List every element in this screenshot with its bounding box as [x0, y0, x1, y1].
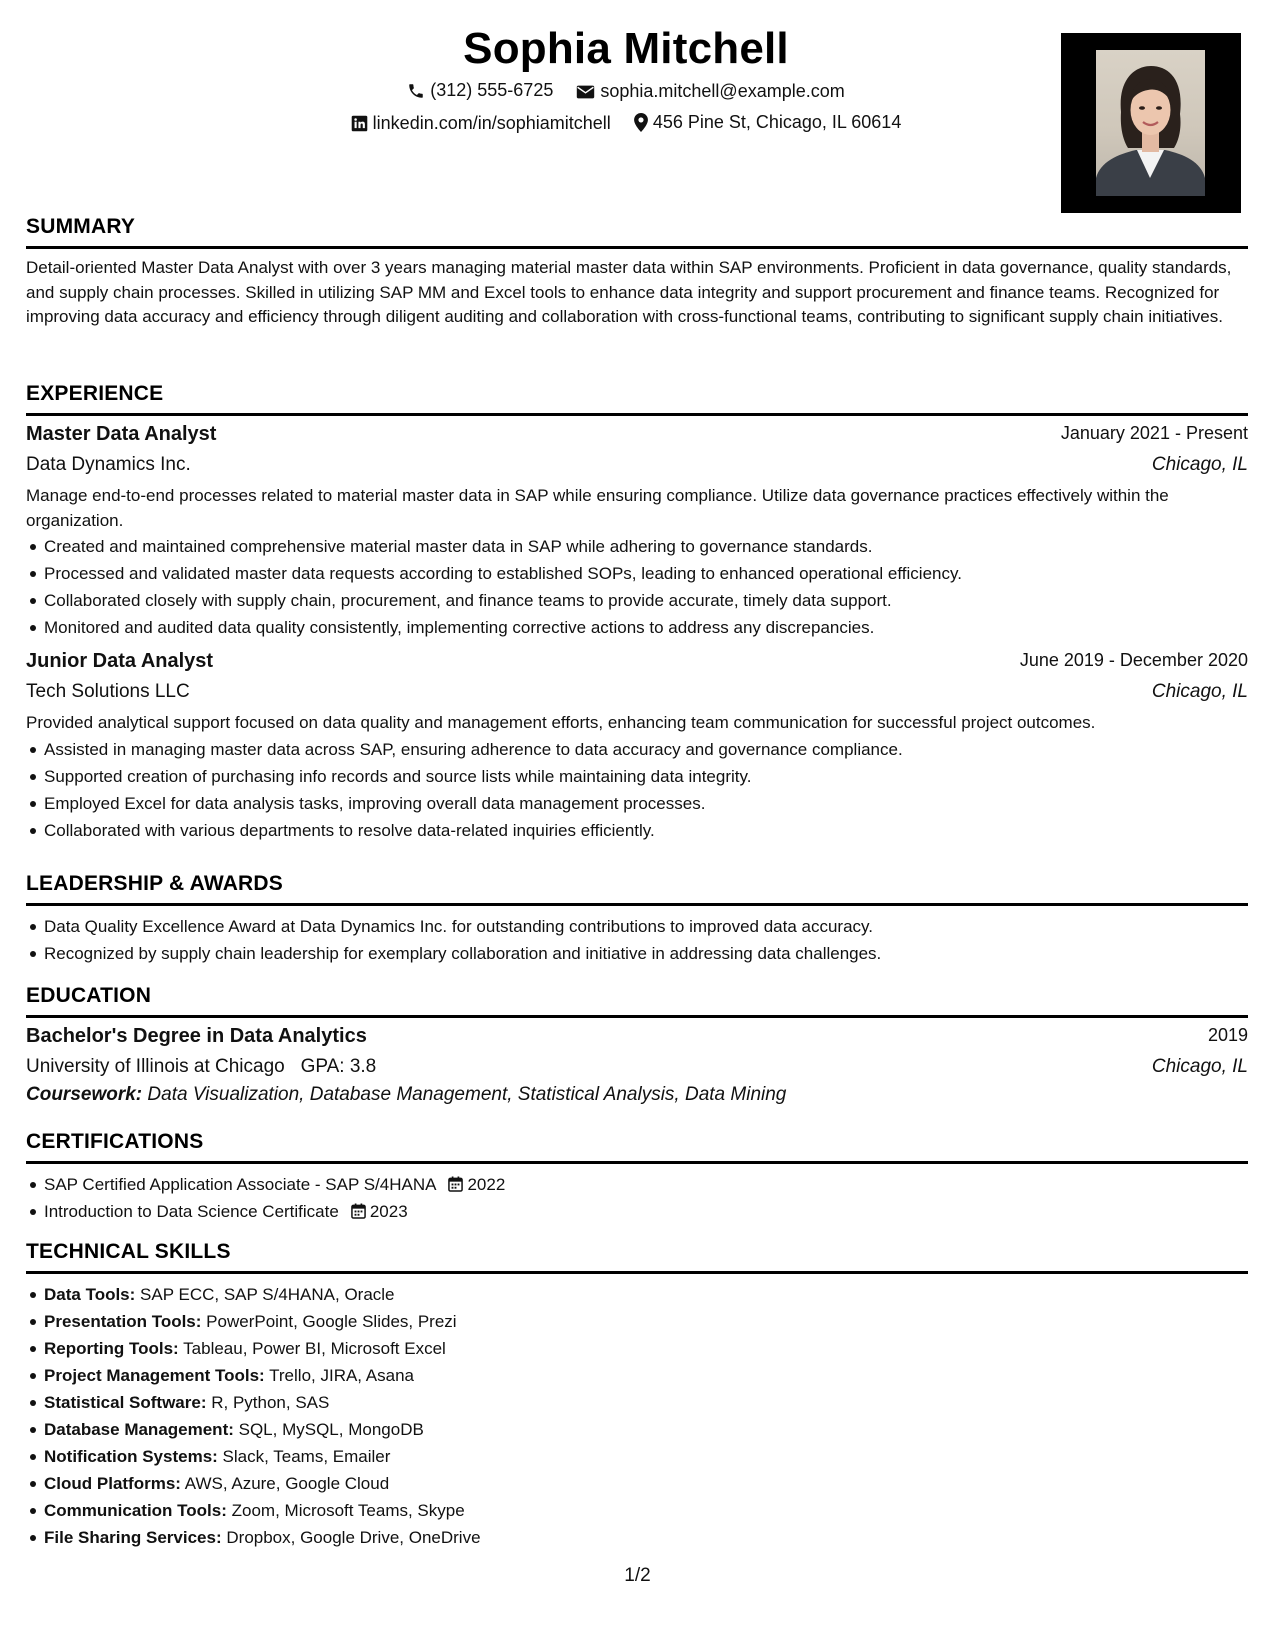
awards-list	[26, 913, 1248, 967]
certification-year: 2023	[369, 1202, 408, 1221]
skill-item	[26, 1416, 1248, 1443]
map-marker-icon	[634, 113, 648, 132]
skills-list	[26, 1281, 1248, 1551]
section-divider	[26, 903, 1248, 906]
job-entry	[26, 648, 1248, 844]
education-heading: EDUCATION	[26, 984, 152, 1007]
job-location: Chicago, IL	[1151, 454, 1248, 475]
list-item: Collaborated closely with supply chain, procurement, and finance teams to provide accurate, timely data support.	[26, 587, 1248, 614]
resume-header	[26, 22, 1226, 212]
list-item: Collaborated with various departments to resolve data-related inquiries efficiently.	[26, 817, 1248, 844]
email-address[interactable]: sophia.mitchell@example.com	[600, 81, 845, 101]
certifications-heading: CERTIFICATIONS	[26, 1130, 204, 1153]
summary-text: Detail-oriented Master Data Analyst with over 3 years managing material master data within SAP environments. Proficient in data governance, quality standards, and supply chain processes. Skilled in utilizing SAP MM and Excel tools to enhance data integrity and support procurement and finance teams. Recognized for improving data accuracy and efficiency through diligent auditing and collaboration with cross-functional teams, contributing to significant supply chain initiatives.	[26, 258, 1232, 326]
coursework-list: Data Visualization, Database Management, Statistical Analysis, Data Mining	[147, 1084, 787, 1105]
degree-title: Bachelor's Degree in Data Analytics	[26, 1025, 367, 1047]
linkedin-icon	[351, 115, 368, 132]
list-item: Recognized by supply chain leadership for exemplary collaboration and initiative in addressing data challenges.	[26, 940, 1248, 967]
skill-item	[26, 1281, 1248, 1308]
section-divider	[26, 1161, 1248, 1164]
skill-value: Zoom, Microsoft Teams, Skype	[231, 1501, 465, 1520]
calendar-icon	[351, 1203, 366, 1219]
skills-section	[26, 1240, 1248, 1551]
certifications-section	[26, 1130, 1248, 1225]
coursework-label: Coursework:	[26, 1084, 143, 1105]
job-company: Data Dynamics Inc.	[26, 454, 191, 475]
skills-heading: TECHNICAL SKILLS	[26, 1240, 231, 1263]
skill-label: Cloud Platforms:	[44, 1474, 181, 1493]
summary-heading: SUMMARY	[26, 215, 136, 238]
skill-value: Slack, Teams, Emailer	[222, 1447, 391, 1466]
education-section	[26, 984, 1248, 1106]
certification-name: Introduction to Data Science Certificate	[44, 1202, 339, 1221]
section-divider	[26, 246, 1248, 249]
skill-item	[26, 1308, 1248, 1335]
phone-number: (312) 555-6725	[430, 80, 554, 100]
skill-label: Presentation Tools:	[44, 1312, 202, 1331]
skill-item	[26, 1497, 1248, 1524]
certifications-list	[26, 1171, 1248, 1225]
section-divider	[26, 1271, 1248, 1274]
job-title: Junior Data Analyst	[26, 650, 214, 672]
envelope-icon	[576, 84, 595, 100]
coursework-line	[26, 1084, 1248, 1106]
list-item: Employed Excel for data analysis tasks, improving overall data management processes.	[26, 790, 1248, 817]
experience-section	[26, 382, 1248, 844]
list-item: Supported creation of purchasing info records and source lists while maintaining data integrity.	[26, 763, 1248, 790]
certification-year: 2022	[467, 1175, 506, 1194]
job-entry	[26, 421, 1248, 641]
school-location: Chicago, IL	[1151, 1056, 1248, 1077]
list-item: Processed and validated master data requests according to established SOPs, leading to enhanced operational efficiency.	[26, 560, 1248, 587]
awards-heading: LEADERSHIP & AWARDS	[26, 872, 283, 895]
skill-item	[26, 1362, 1248, 1389]
skill-label: File Sharing Services:	[44, 1528, 222, 1547]
job-description: Provided analytical support focused on data quality and management efforts, enhancing team communication for successful project outcomes.	[26, 713, 1096, 732]
list-item: Data Quality Excellence Award at Data Dynamics Inc. for outstanding contributions to improved data accuracy.	[26, 913, 1248, 940]
job-company: Tech Solutions LLC	[26, 681, 190, 702]
graduation-year: 2019	[1207, 1025, 1248, 1045]
job-bullets	[26, 736, 1248, 844]
skill-label: Project Management Tools:	[44, 1366, 265, 1385]
skill-label: Data Tools:	[44, 1285, 136, 1304]
skill-value: Tableau, Power BI, Microsoft Excel	[183, 1339, 446, 1358]
job-date: January 2021 - Present	[1060, 423, 1248, 443]
section-divider	[26, 1015, 1248, 1018]
contact-line-1	[26, 80, 1226, 105]
phone-icon	[407, 82, 425, 100]
street-address: 456 Pine St, Chicago, IL 60614	[652, 112, 902, 132]
page-number: 1/2	[624, 1565, 651, 1586]
list-item: Assisted in managing master data across SAP, ensuring adherence to data accuracy and governance compliance.	[26, 736, 1248, 763]
skill-label: Communication Tools:	[44, 1501, 227, 1520]
job-description: Manage end-to-end processes related to material master data in SAP while ensuring compliance. Utilize data governance practices effectively within the organization.	[26, 486, 1169, 530]
contact-email[interactable]	[576, 81, 844, 102]
experience-heading: EXPERIENCE	[26, 382, 164, 405]
profile-photo-frame	[1061, 33, 1241, 213]
skill-label: Notification Systems:	[44, 1447, 218, 1466]
skill-value: PowerPoint, Google Slides, Prezi	[206, 1312, 457, 1331]
job-bullets	[26, 533, 1248, 641]
skill-value: R, Python, SAS	[211, 1393, 330, 1412]
skill-label: Database Management:	[44, 1420, 234, 1439]
skill-value: Dropbox, Google Drive, OneDrive	[226, 1528, 481, 1547]
profile-photo	[1096, 50, 1205, 196]
skill-item	[26, 1470, 1248, 1497]
skill-item	[26, 1524, 1248, 1551]
skill-label: Reporting Tools:	[44, 1339, 179, 1358]
school-name: University of Illinois at Chicago	[26, 1056, 285, 1077]
section-divider	[26, 413, 1248, 416]
job-location: Chicago, IL	[1151, 681, 1248, 702]
job-title: Master Data Analyst	[26, 423, 217, 445]
contact-linkedin[interactable]	[351, 113, 611, 134]
summary-section	[26, 215, 1248, 330]
job-date: June 2019 - December 2020	[1019, 650, 1248, 670]
list-item	[26, 1198, 1248, 1225]
list-item	[26, 1171, 1248, 1198]
skill-item	[26, 1389, 1248, 1416]
contact-line-2	[26, 112, 1226, 137]
skill-label: Statistical Software:	[44, 1393, 207, 1412]
skill-item	[26, 1443, 1248, 1470]
school-line	[26, 1056, 376, 1078]
skill-value: SQL, MySQL, MongoDB	[238, 1420, 424, 1439]
contact-phone	[407, 80, 553, 101]
list-item: Created and maintained comprehensive material master data in SAP while adhering to governance standards.	[26, 533, 1248, 560]
awards-section	[26, 872, 1248, 967]
skill-value: AWS, Azure, Google Cloud	[184, 1474, 390, 1493]
list-item: Monitored and audited data quality consistently, implementing corrective actions to address any discrepancies.	[26, 614, 1248, 641]
contact-address	[634, 112, 902, 133]
candidate-name: Sophia Mitchell	[463, 24, 789, 73]
skill-item	[26, 1335, 1248, 1362]
skill-value: Trello, JIRA, Asana	[269, 1366, 415, 1385]
calendar-icon	[448, 1176, 463, 1192]
skill-value: SAP ECC, SAP S/4HANA, Oracle	[140, 1285, 395, 1304]
certification-name: SAP Certified Application Associate - SAP S/4HANA	[44, 1175, 437, 1194]
gpa: GPA: 3.8	[300, 1056, 377, 1077]
linkedin-url[interactable]: linkedin.com/in/sophiamitchell	[372, 113, 611, 133]
